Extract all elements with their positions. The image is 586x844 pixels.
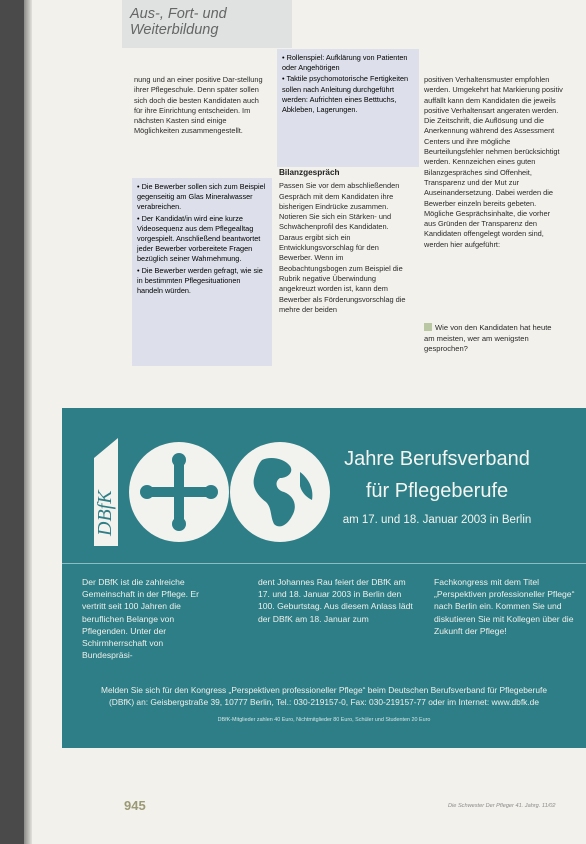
ad-column-1: Der DBfK ist die zahlreiche Gemeinschaft in der Pflege. Er vertritt seit 100 Jahren die beruflichen Belange von Pflegenden. Unter der Schirmherrschaft von Bundespräsi- bbox=[82, 577, 200, 661]
paragraph: positiven Verhaltensmuster empfohlen werden. Umgekehrt hat Markierung positiv auffällt kann dem Kandidaten die jeweils positive Verhaltensart angeraten werden. Die Zeitschrift, die Auflösung und die Anerkennung während des Assessment Centers und ihre mögliche Beurteilungsfehler nehmen berücksichtigt werden. Kennzeichen eines guten Bilanzgespräches sind Offenheit, Transparenz und der Mut zur Auseinandersetzung. Dabei werden die Bewerber einzeln bereits gebeten. Mögliche Gesprächsinhalte, die vorher aus Gründen der Transparenz den Kandidaten offengelegt worden sind, werden hier aufgeführt: bbox=[424, 75, 563, 249]
box-item: • Taktile psychomotorische Fertigkeiten sollen nach Anleitung durchgeführt werden: Aufrichten eines Betttuchs, Abkleben, Lagerungen. bbox=[282, 74, 409, 115]
paragraph: Passen Sie vor dem abschließenden Gespräch mit dem Kandidaten ihre bisherigen Eindrücke zusammen. Notieren Sie sich ein Stärken- und Schwächenprofil des Kandidaten. Daraus ergibt sich ein Entwicklungsvorschlag für den Bewerber. Wenn im Beobachtungsbogen zum Beispiel die Rubrik negative Überwindung angekreuzt worden ist, kann dem Bewerber als Förderungsvorschlag die mehre der beiden bbox=[279, 181, 406, 314]
logo-digit-one-flag bbox=[94, 438, 118, 458]
column-3 bbox=[424, 75, 564, 253]
section-title-line1: Aus-, Fort- und bbox=[130, 6, 227, 22]
info-box-exercises bbox=[132, 178, 272, 366]
box-item: • Rollenspiel: Aufklärung von Patienten oder Angehörigen bbox=[282, 53, 408, 73]
section-title-line2: Weiterbildung bbox=[130, 22, 219, 38]
magazine-page bbox=[24, 0, 586, 844]
ad-fee-note: DBfK-Mitglieder zahlen 40 Euro, Nichtmitglieder 80 Euro, Schüler und Studenten 20 Euro bbox=[217, 717, 431, 723]
ad-registration-text: Melden Sie sich für den Kongress „Perspektiven professioneller Pflege“ beim Deutschen Berufsverband für Pflegeberufe (DBfK) an: Geisbergstraße 39, 10777 Berlin, Tel.: 030-219157-0, Fax: 030-219157-77 oder im Internet: www.dbfk.de bbox=[101, 685, 547, 707]
ad-title-block bbox=[292, 443, 582, 529]
column-1 bbox=[134, 75, 266, 140]
page-number: 945 bbox=[124, 798, 146, 813]
ad-title-line2: für Pflegeberufe bbox=[365, 480, 509, 502]
box-item: • Die Bewerber werden gefragt, wie sie in bestimmten Pflegesituationen handeln würden. bbox=[137, 265, 263, 296]
info-box-roleplay bbox=[277, 49, 419, 167]
binding-gutter bbox=[24, 0, 32, 844]
square-bullet-icon bbox=[424, 323, 432, 331]
ad-divider bbox=[62, 563, 586, 564]
ad-registration-block bbox=[62, 676, 586, 748]
logo-dbfk-text: DBfK bbox=[94, 490, 116, 536]
box-item: • Die Bewerber sollen sich zum Beispiel gegenseitig am Glas Mineralwasser verabreichen. bbox=[137, 182, 266, 212]
ad-title-line1: Jahre Berufsverband bbox=[344, 448, 530, 470]
ad-column-3: Fachkongress mit dem Titel „Perspektiven professioneller Pflege“ nach Berlin ein. Kommen Sie und diskutieren Sie mit Kollegen über die Zukunft der Pflege! bbox=[434, 577, 575, 636]
column-2 bbox=[279, 168, 411, 318]
journal-citation: Die Schwester Der Pfleger 41. Jahrg. 11/02 bbox=[448, 803, 556, 809]
subheading-bilanzgespraech: Bilanzgespräch bbox=[279, 168, 340, 177]
dbfk-advertisement bbox=[62, 408, 586, 748]
ad-column-2: dent Johannes Rau feiert der DBfK am 17. und 18. Januar 2003 in Berlin den 100. Geburtstag. Aus diesem Anlass lädt der DBfK am 18. Januar zum bbox=[258, 577, 413, 624]
box-item: • Der Kandidat/in wird eine kurze Videosequenz aus dem Pflegealltag vorgespielt. Anschließend beantwortet jeder Bewerber vorbereitete Fragen bezüglich seiner Wahrnehmung. bbox=[137, 213, 261, 264]
paragraph: nung und an einer positive Dar-stellung ihrer Pflegeschule. Denn später sollen sich doch die besten Kandidaten auch für ihre Einrichtung entscheiden. Im nächsten Kasten sind einige Möglichkeiten zusammengestellt. bbox=[134, 75, 263, 136]
question-item bbox=[424, 323, 564, 355]
question-text: Wie von den Kandidaten hat heute am meisten, wer am wenigsten gesprochen? bbox=[424, 323, 552, 353]
ad-date: am 17. und 18. Januar 2003 in Berlin bbox=[342, 514, 532, 526]
section-header bbox=[122, 0, 292, 48]
